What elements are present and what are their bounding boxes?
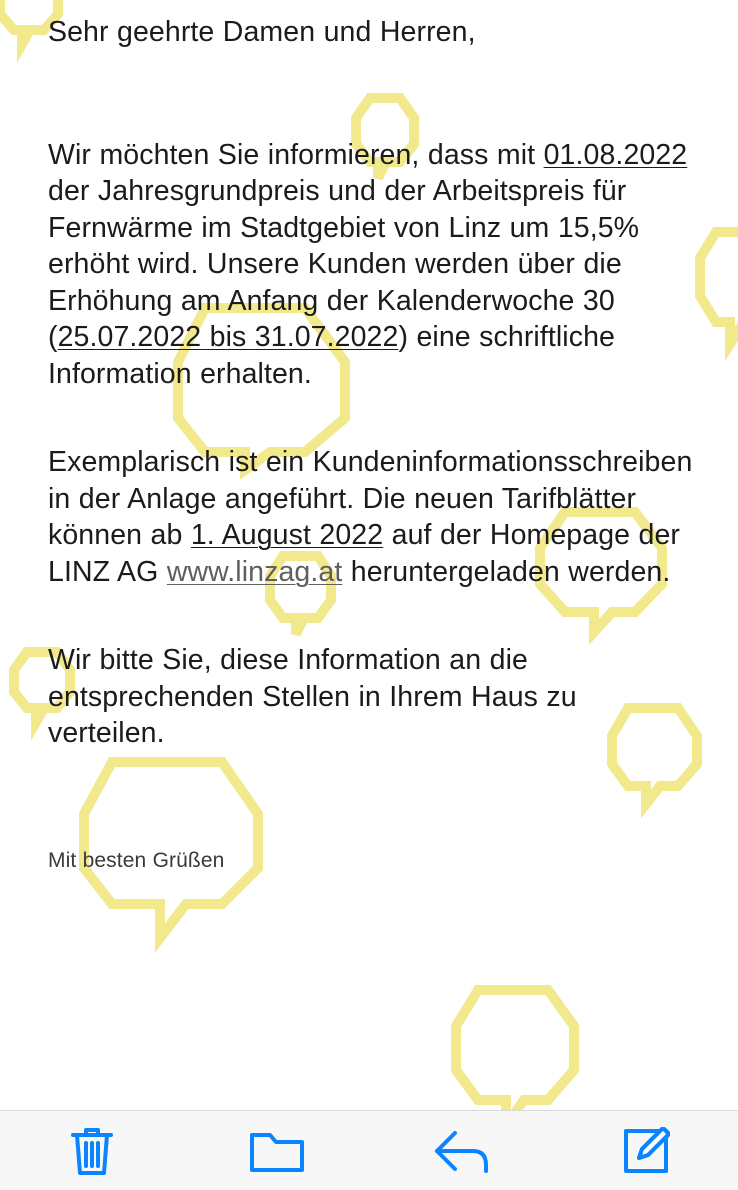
text-run: Wir möchten Sie informieren, dass mit [48,138,544,171]
paragraph-body-3 [48,642,694,752]
text-run: Sehr geehrte Damen und Herren, [48,16,476,48]
text-run: der Jahresgrundpreis und der Arbeitspreis für Fernwärme im Stadtgebiet von Linz um 15,5% erhöht wird. Unsere Kunden werden über die Erhöhung am Anfang der Kalenderwoche 30 ( [48,175,640,353]
move-to-folder-button[interactable] [231,1120,323,1182]
paragraph-signature [48,848,694,874]
text-run: heruntergeladen werden. [342,555,671,588]
paragraph-body-1 [48,137,694,393]
text-run: Mit besten Grüßen [48,848,225,872]
text-run: Wir bitte Sie, diese Information an die entsprechenden Stellen in Ihrem Haus zu verteilen. [48,644,577,749]
reply-arrow-icon [433,1127,489,1175]
underlined-text: 25.07.2022 bis 31.07.2022 [57,321,399,353]
paragraph-salutation [48,14,694,51]
delete-button[interactable] [46,1120,138,1182]
folder-icon [249,1128,305,1174]
text-run: auf der Homepage der LINZ AG [48,519,681,588]
trash-icon [69,1125,115,1177]
underlined-text: 01.08.2022 [543,138,688,171]
underlined-text: 1. August 2022 [190,519,384,551]
inline-link[interactable]: www.linzag.at [166,555,343,588]
text-run: Exemplarisch ist ein Kundeninformationsschreiben in der Anlage angeführt. Die neuen Tarifblätter können ab [48,446,693,551]
compose-icon [622,1127,670,1175]
paragraph-body-2 [48,444,694,590]
reply-button[interactable] [415,1120,507,1182]
text-run: ) eine schriftliche Information erhalten. [48,321,615,390]
mail-action-toolbar [0,1110,738,1190]
compose-button[interactable] [600,1120,692,1182]
